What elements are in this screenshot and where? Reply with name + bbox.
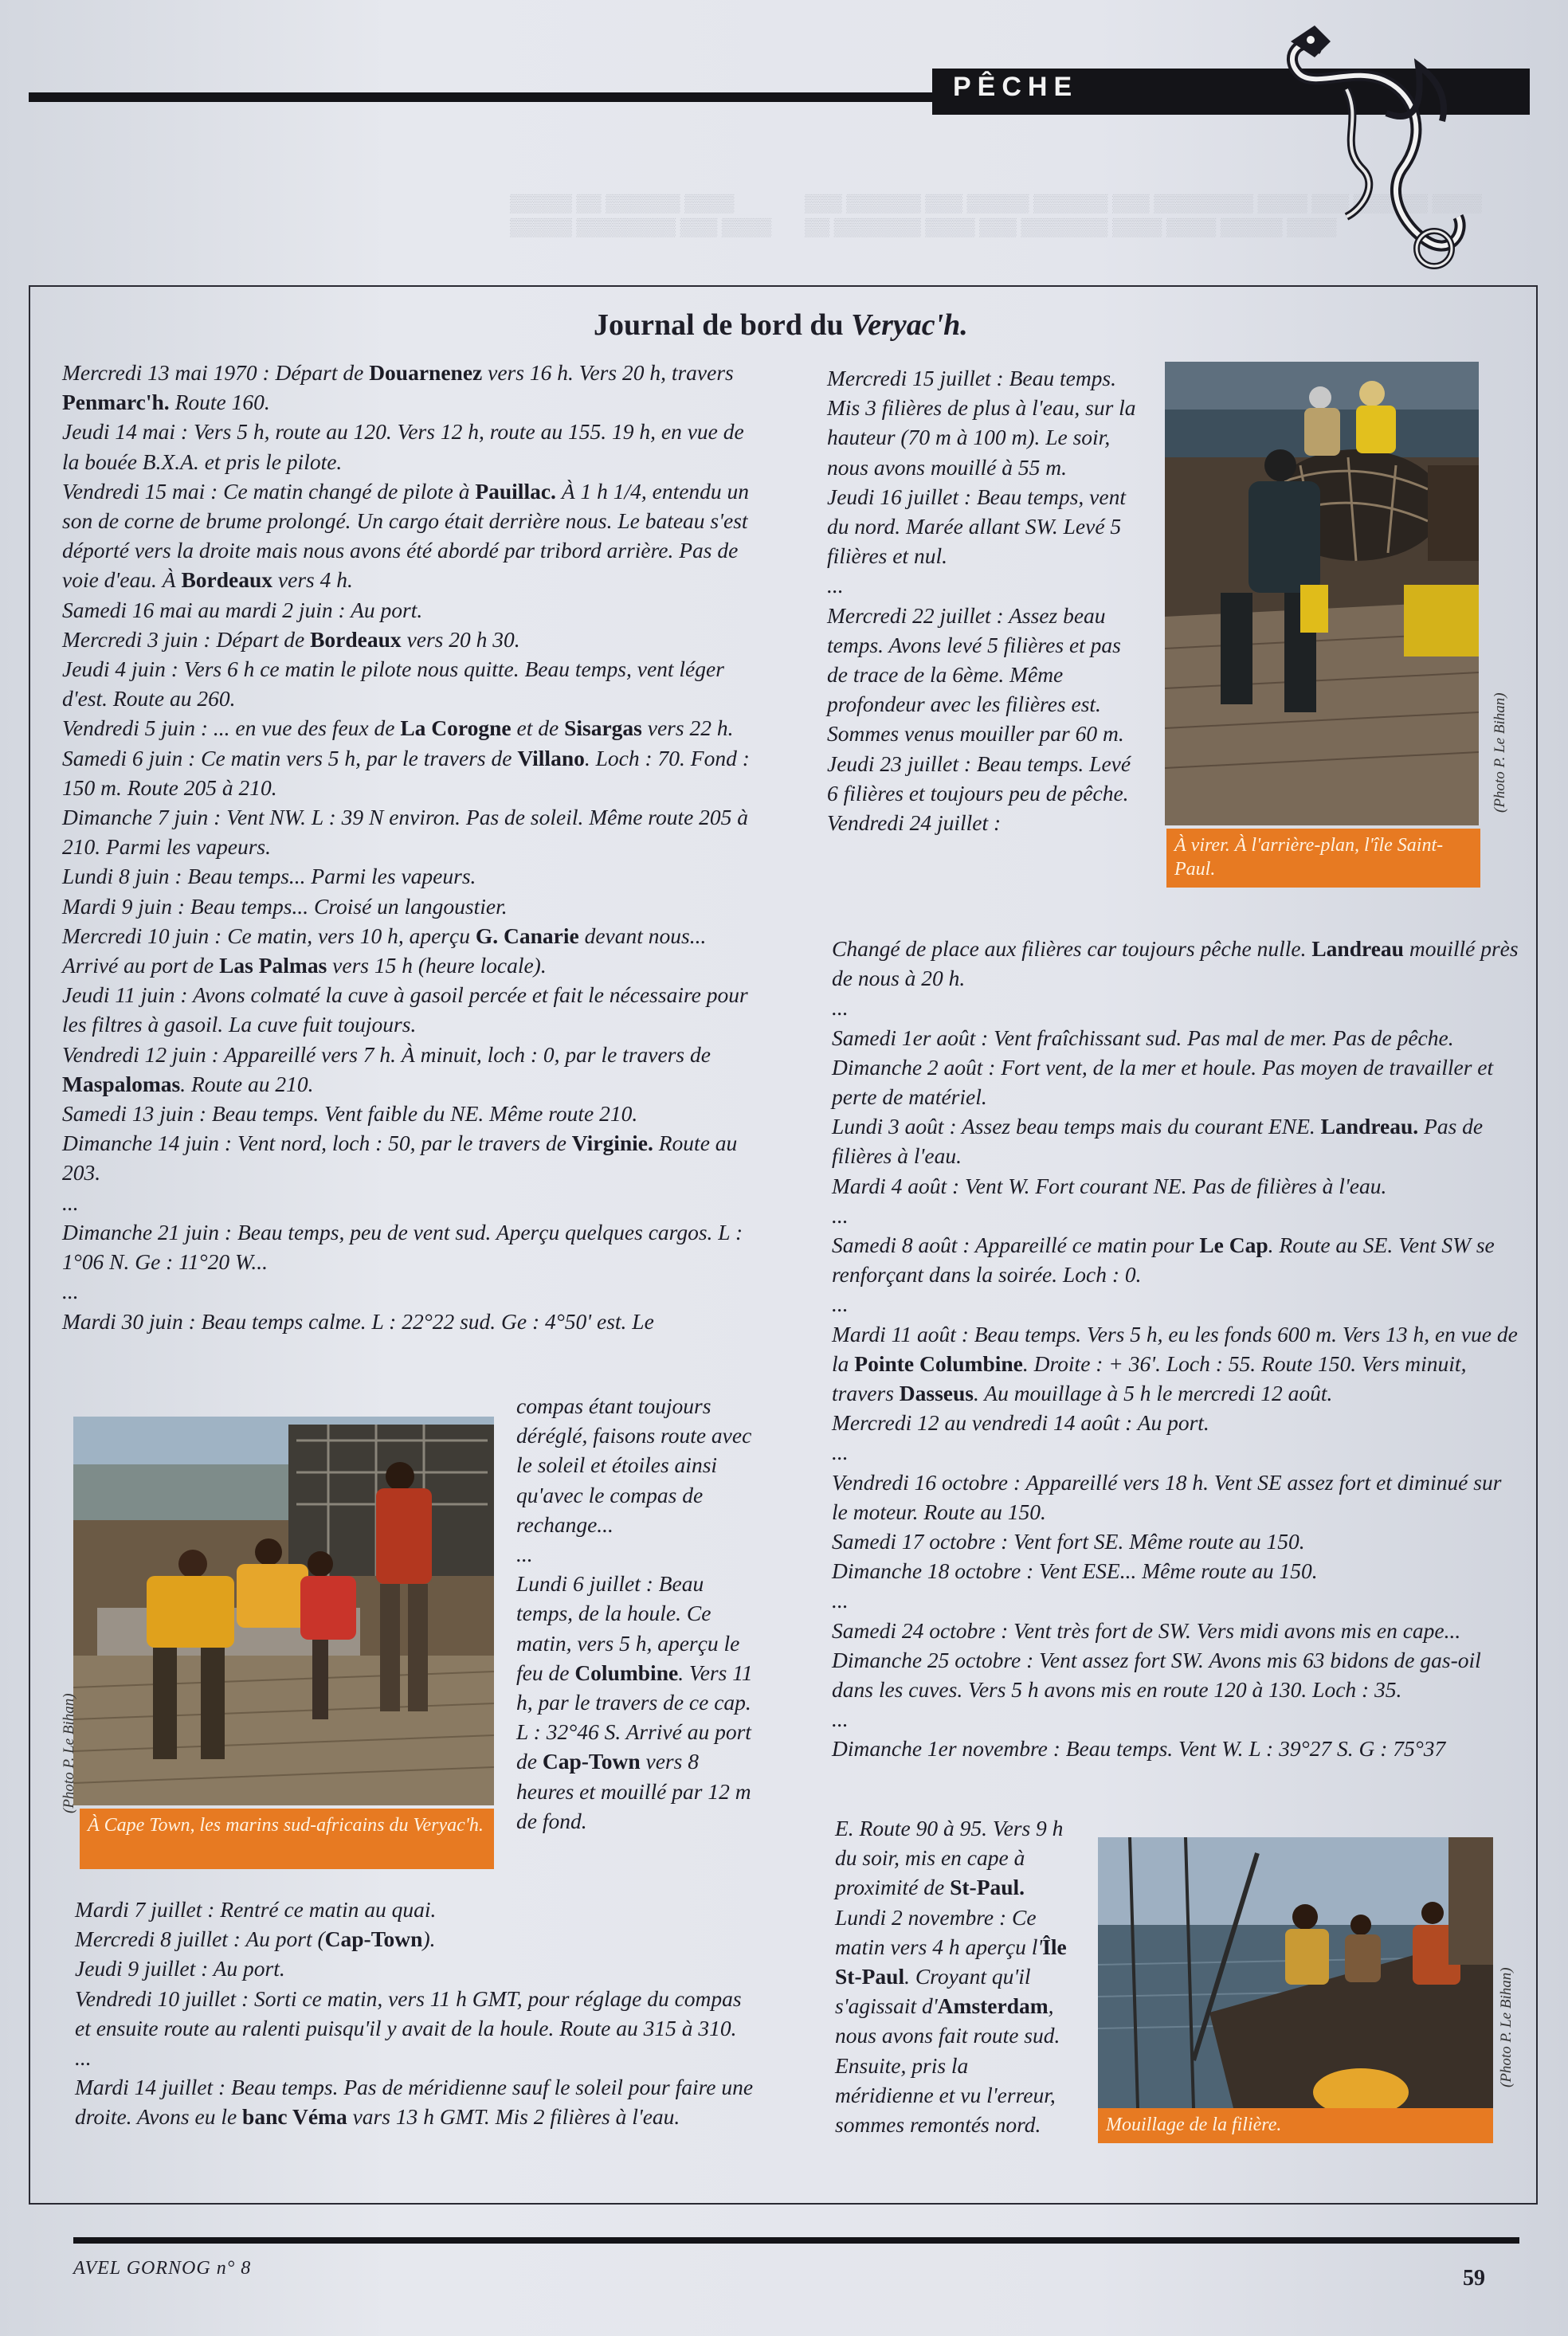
log-entry: Mercredi 13 mai 1970 : Départ de Douarnenez vers 16 h. Vers 20 h, travers Penmarc'h. Route 160. — [62, 360, 734, 415]
log-entry: Vendredi 5 juin : ... en vue des feux de La Corogne et de Sisargas vers 22 h. — [62, 715, 734, 741]
ellipsis: ... — [832, 1440, 849, 1465]
log-entry: Jeudi 11 juin : Avons colmaté la cuve à gasoil percée et fait le nécessaire pour les filtres à gasoil. La cuve fuit toujours. — [62, 982, 748, 1037]
photo-caption: Mouillage de la filière. — [1098, 2108, 1493, 2143]
ellipsis: ... — [62, 1190, 79, 1215]
log-entry: Lundi 2 novembre : Ce matin vers 4 h aperçu l'Île St-Paul. Croyant qu'il s'agissait d'Amsterdam, nous avons fait route sud. Ensuite, pris la méridienne et vu l'erreur, sommes remontés nord. — [835, 1904, 1067, 2138]
log-entry: Jeudi 4 juin : Vers 6 h ce matin le pilote nous quitte. Beau temps, vent léger d'est. Route au 260. — [62, 657, 724, 711]
sailors-on-deck-image — [73, 1417, 494, 1805]
photo-credit: (Photo P. Le Bihan) — [1498, 1967, 1515, 2087]
log-entry: Samedi 24 octobre : Vent très fort de SW. Vers midi avons mis en cape... — [832, 1617, 1461, 1643]
ellipsis: ... — [832, 1588, 849, 1613]
log-entry: Mercredi 3 juin : Départ de Bordeaux vers 20 h 30. — [62, 626, 520, 652]
ellipsis: ... — [516, 1542, 533, 1567]
log-entry: Mercredi 15 juillet : Beau temps. Mis 3 filières de plus à l'eau, sur la hauteur (70 m à 100 m). Le soir, nous avons mouillé à 55 m. — [827, 366, 1136, 480]
ellipsis: ... — [832, 1291, 849, 1317]
log-entry: E. Route 90 à 95. Vers 9 h du soir, mis en cape à proximité de St-Paul. — [835, 1816, 1064, 1900]
left-column-text — [62, 358, 754, 1336]
log-entry: Lundi 6 juillet : Beau temps, de la houle. Ce matin, vers 5 h, aperçu le feu de Columbine. Vers 11 h, par le travers de ce cap. L : 32°46 S. Arrivé au port de Cap-Town vers 8 heures et mouillé par 12 m de fond. — [516, 1571, 753, 1833]
photo-caption: À virer. À l'arrière-plan, l'île Saint-Paul. — [1166, 829, 1480, 888]
log-entry: Mardi 9 juin : Beau temps... Croisé un langoustier. — [62, 893, 508, 919]
ellipsis: ... — [62, 1279, 79, 1304]
log-entry: Mardi 11 août : Beau temps. Vers 5 h, eu les fonds 600 m. Vers 13 h, en vue de la Pointe Columbine. Droite : + 36'. Loch : 55. Route 150. Vers minuit, travers Dasseus. Au mouillage à 5 h le mercredi 12 août. — [832, 1321, 1518, 1406]
log-entry: Vendredi 12 juin : Appareillé vers 7 h. À minuit, loch : 0, par le travers de Maspalomas. Route au 210. — [62, 1041, 711, 1096]
ellipsis: ... — [832, 1707, 849, 1732]
log-entry: Mardi 4 août : Vent W. Fort courant NE. Pas de filières à l'eau. — [832, 1173, 1387, 1198]
log-entry: Lundi 3 août : Assez beau temps mais du courant ENE. Landreau. Pas de filières à l'eau. — [832, 1114, 1484, 1169]
ellipsis: ... — [75, 2045, 92, 2071]
photo-cape-town-sailors — [73, 1417, 494, 1805]
celtic-beast-emblem-icon — [1267, 18, 1482, 280]
log-entry: Changé de place aux filières car toujours pêche nulle. Landreau mouillé près de nous à 20 h. — [832, 936, 1519, 991]
log-entry: compas étant toujours déréglé, faisons route avec le soleil et étoiles ainsi qu'avec le compas de rechange... — [516, 1393, 752, 1537]
log-entry: Vendredi 15 mai : Ce matin changé de pilote à Pauillac. À 1 h 1/4, entendu un son de corne de brume prolongé. Un cargo était derrière nous. Le bateau s'est déporté vers la droite mais nous avons été abordé par tribord arrière. Pas de voie d'eau. À Bordeaux vers 4 h. — [62, 478, 750, 593]
log-entry: Samedi 1er août : Vent fraîchissant sud. Pas mal de mer. Pas de pêche. — [832, 1025, 1454, 1050]
log-entry: Dimanche 18 octobre : Vent ESE... Même route au 150. — [832, 1558, 1318, 1584]
log-entry: Dimanche 2 août : Fort vent, de la mer et houle. Pas moyen de travailler et perte de matériel. — [832, 1054, 1494, 1110]
log-entry: Vendredi 24 juillet : — [827, 810, 1002, 836]
log-entry: Samedi 8 août : Appareillé ce matin pour Le Cap. Route au SE. Vent SW se renforçant dans la soirée. Loch : 0. — [832, 1233, 1495, 1288]
log-entry: Dimanche 14 juin : Vent nord, loch : 50, par le travers de Virginie. Route au 203. — [62, 1131, 738, 1186]
article-title: Journal de bord du Veryac'h. — [594, 308, 968, 342]
log-entry: Jeudi 16 juillet : Beau temps, vent du nord. Marée allant SW. Levé 5 filières et nul. — [827, 484, 1126, 569]
ellipsis: ... — [832, 1202, 849, 1228]
page-number: 59 — [1463, 2266, 1485, 2291]
log-entry: Lundi 8 juin : Beau temps... Parmi les vapeurs. — [62, 864, 476, 889]
log-entry: Samedi 16 mai au mardi 2 juin : Au port. — [62, 597, 423, 622]
log-entry: Jeudi 9 juillet : Au port. — [75, 1956, 285, 1981]
photo-caption: À Cape Town, les marins sud-africains du Veryac'h. — [80, 1809, 494, 1869]
bleed-through-text: ▒▒▒▒▒ ▒▒ ▒▒▒▒▒▒ ▒▒▒▒ ▒▒▒▒▒ ▒▒▒▒▒▒▒▒ ▒▒▒ ▒▒▒▒ — [510, 193, 772, 237]
log-entry: Vendredi 16 octobre : Appareillé vers 18 h. Vent SE assez fort et diminué sur le moteur. Route au 150. — [832, 1469, 1502, 1524]
log-entry: Jeudi 14 mai : Vers 5 h, route au 120. Vers 12 h, route au 155. 19 h, en vue de la bouée B.X.A. et pris le pilote. — [62, 419, 744, 474]
log-entry: Samedi 13 juin : Beau temps. Vent faible du NE. Même route 210. — [62, 1101, 638, 1127]
log-entry: Mercredi 12 au vendredi 14 août : Au port. — [832, 1410, 1209, 1436]
footer-rule — [73, 2237, 1519, 2244]
log-entry: Mercredi 22 juillet : Assez beau temps. Avons levé 5 filières et pas de trace de la 6ème. Même profondeur avec les filières est. Sommes venus mouiller par 60 m. — [827, 602, 1124, 747]
photo-line-mooring — [1098, 1837, 1493, 2108]
log-entry: Samedi 17 octobre : Vent fort SE. Même route au 150. — [832, 1529, 1305, 1554]
log-entry: Mercredi 10 juin : Ce matin, vers 10 h, aperçu G. Canarie devant nous... Arrivé au port de Las Palmas vers 15 h (heure locale). — [62, 923, 707, 978]
left-bottom-text — [75, 1895, 762, 2132]
photo-hauling-lines — [1165, 362, 1479, 825]
log-entry: Mercredi 8 juillet : Au port (Cap-Town). — [75, 1926, 436, 1952]
bleed-through-text: ▒▒▒ ▒▒▒▒▒▒ ▒▒▒ ▒▒▒▒▒ ▒▒▒▒▒▒ ▒▒▒ ▒▒▒▒▒▒▒▒ ▒▒▒▒ ▒▒▒ ▒▒▒▒▒▒ ▒▒▒▒ ▒▒ ▒▒▒▒▒▒▒ ▒▒▒▒ ▒▒▒ ▒▒▒▒▒▒▒ ▒▒▒▒ ▒▒▒▒ ▒▒▒▒▒ ▒▒▒▒ — [805, 193, 1482, 237]
fishermen-hauling-image — [1165, 362, 1479, 825]
log-entry: Jeudi 23 juillet : Beau temps. Levé 6 filières et toujours peu de pêche. — [827, 751, 1131, 805]
left-wrap-text — [516, 1391, 755, 1836]
ellipsis: ... — [832, 995, 849, 1021]
log-entry: Mardi 14 juillet : Beau temps. Pas de méridienne sauf le soleil pour faire une droite. Avons eu le banc Véma vars 13 h GMT. Mis 2 filières à l'eau. — [75, 2075, 754, 2130]
log-entry: Samedi 6 juin : Ce matin vers 5 h, par le travers de Villano. Loch : 70. Fond : 150 m. Route 205 à 210. — [62, 745, 750, 800]
photo-credit: (Photo P. Le Bihan) — [61, 1693, 77, 1813]
right-main-text — [832, 934, 1520, 1764]
ellipsis: ... — [827, 573, 844, 598]
right-wrap-text — [835, 1813, 1071, 2139]
log-entry: Dimanche 21 juin : Beau temps, peu de vent sud. Aperçu quelques cargos. L : 1°06 N. Ge : 11°20 W... — [62, 1219, 743, 1275]
log-entry: Dimanche 1er novembre : Beau temps. Vent W. L : 39°27 S. G : 75°37 — [832, 1736, 1446, 1762]
log-entry: Vendredi 10 juillet : Sorti ce matin, vers 11 h GMT, pour réglage du compas et ensuite route au ralenti puisqu'il y avait de la houle. Route au 315 à 310. — [75, 1985, 742, 2040]
log-entry: Mardi 7 juillet : Rentré ce matin au quai. — [75, 1897, 437, 1922]
photo-credit: (Photo P. Le Bihan) — [1492, 692, 1508, 813]
header-rule — [29, 92, 945, 102]
log-entry: Dimanche 7 juin : Vent NW. L : 39 N environ. Pas de soleil. Même route 205 à 210. Parmi les vapeurs. — [62, 805, 749, 860]
log-entry: Mardi 30 juin : Beau temps calme. L : 22°22 sud. Ge : 4°50' est. Le — [62, 1308, 654, 1334]
section-label: PÊCHE — [953, 72, 1079, 102]
log-entry: Dimanche 25 octobre : Vent assez fort SW. Avons mis 63 bidons de gas-oil dans les cuves. Vers 5 h avons mis en route 120 à 130. Loch : 35. — [832, 1647, 1481, 1703]
magazine-issue: AVEL GORNOG n° 8 — [73, 2258, 252, 2279]
mooring-line-image — [1098, 1837, 1493, 2108]
right-top-text — [827, 363, 1139, 837]
